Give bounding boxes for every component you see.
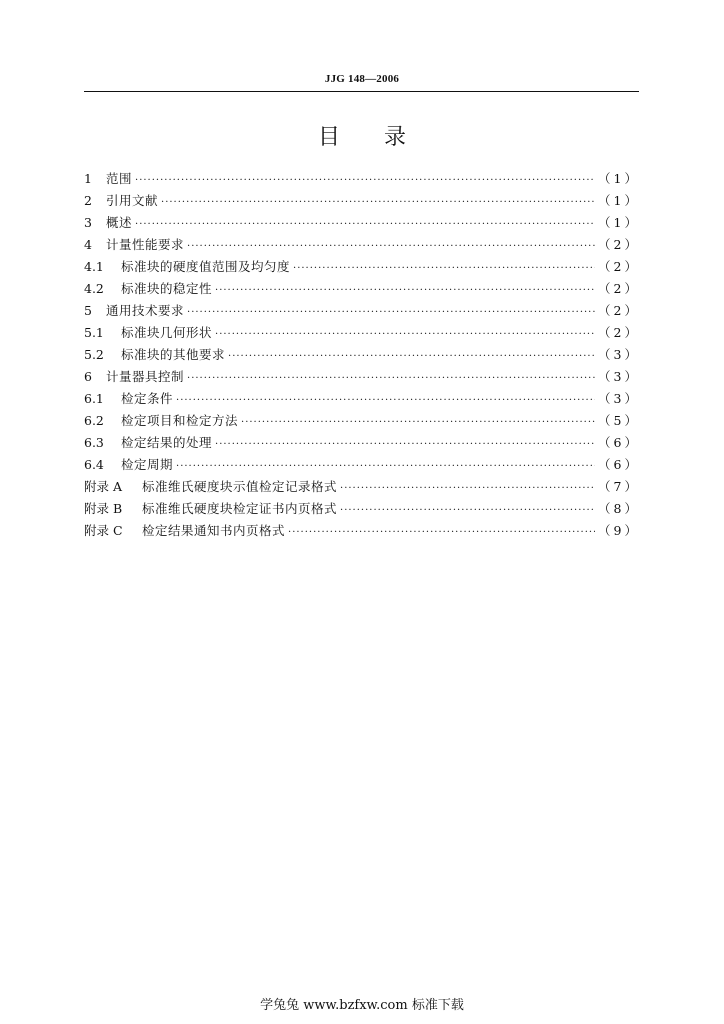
page-title [0, 120, 724, 151]
toc-leader-dots [293, 258, 595, 280]
toc-leader-dots [187, 302, 595, 324]
toc-entry-page: （1） [598, 215, 640, 230]
toc-leader-dots [161, 192, 595, 214]
toc-entry-number: 6.4 [84, 457, 104, 472]
toc-entry-title: 计量性能要求 [106, 237, 185, 252]
toc-leader-dots [176, 390, 595, 412]
toc-entry-page: （2） [598, 303, 640, 318]
toc-leader-dots [288, 522, 595, 544]
toc-leader-dots [187, 236, 595, 258]
toc-entry-page: （2） [598, 237, 640, 252]
toc-entry-number: 2 [84, 193, 92, 208]
toc-entry-title: 检定周期 [121, 457, 174, 472]
toc-entry[interactable] [84, 366, 640, 388]
toc-entry[interactable] [84, 410, 640, 432]
toc-leader-dots [135, 170, 595, 192]
toc-leader-dots [187, 368, 595, 390]
header-divider [84, 91, 639, 92]
toc-entry[interactable] [84, 498, 640, 520]
toc-entry[interactable] [84, 476, 640, 498]
toc-leader-dots [215, 280, 595, 302]
toc-entry-page: （9） [598, 523, 640, 538]
toc-entry-page: （3） [598, 391, 640, 406]
toc-leader-dots [135, 214, 595, 236]
toc-entry-page: （3） [598, 347, 640, 362]
toc-entry-title: 标准块的硬度值范围及均匀度 [121, 259, 291, 274]
toc-leader-dots [340, 500, 595, 522]
toc-entry-page: （8） [598, 501, 640, 516]
toc-entry-number: 4.2 [84, 281, 104, 296]
toc-entry-title: 标准块的其他要求 [121, 347, 226, 362]
toc-entry-page: （6） [598, 457, 640, 472]
toc-entry-title: 检定条件 [121, 391, 174, 406]
toc-entry-number: 6.2 [84, 413, 104, 428]
toc-entry-page: （2） [598, 325, 640, 340]
toc-entry[interactable] [84, 300, 640, 322]
toc-entry-number: 6 [84, 369, 92, 384]
toc-entry-number: 4.1 [84, 259, 104, 274]
toc-entry-title: 计量器具控制 [106, 369, 185, 384]
toc-entry-page: （7） [598, 479, 640, 494]
toc-entry-page: （5） [598, 413, 640, 428]
toc-entry[interactable] [84, 234, 640, 256]
toc-entry[interactable] [84, 322, 640, 344]
toc-entry-title: 范围 [106, 171, 133, 186]
toc-entry-number: 附录 A [84, 479, 123, 494]
toc-entry-page: （2） [598, 281, 640, 296]
toc-entry-title: 检定项目和检定方法 [121, 413, 239, 428]
toc-entry[interactable] [84, 278, 640, 300]
toc-entry-number: 5 [84, 303, 92, 318]
table-of-contents [84, 168, 640, 542]
toc-entry[interactable] [84, 432, 640, 454]
toc-entry-title: 标准维氏硬度块示值检定记录格式 [142, 479, 338, 494]
toc-entry-number: 4 [84, 237, 92, 252]
toc-entry-number: 6.1 [84, 391, 104, 406]
toc-leader-dots [340, 478, 595, 500]
toc-entry-number: 6.3 [84, 435, 104, 450]
toc-entry[interactable] [84, 168, 640, 190]
toc-entry[interactable] [84, 256, 640, 278]
toc-entry-page: （6） [598, 435, 640, 450]
toc-entry-number: 5.1 [84, 325, 104, 340]
toc-entry-title: 通用技术要求 [106, 303, 185, 318]
toc-leader-dots [215, 434, 595, 456]
title-char-1: 目 [317, 125, 340, 150]
toc-entry-title: 检定结果的处理 [121, 435, 213, 450]
toc-entry-page: （1） [598, 193, 640, 208]
toc-entry[interactable] [84, 190, 640, 212]
toc-entry-page: （3） [598, 369, 640, 384]
toc-leader-dots [215, 324, 595, 346]
toc-entry-title: 标准块的稳定性 [121, 281, 213, 296]
toc-entry-title: 概述 [106, 215, 133, 230]
toc-entry-number: 附录 C [84, 523, 123, 538]
toc-entry-title: 检定结果通知书内页格式 [142, 523, 286, 538]
toc-entry-title: 标准维氏硬度块检定证书内页格式 [142, 501, 338, 516]
toc-entry-title: 引用文献 [106, 193, 159, 208]
toc-entry[interactable] [84, 212, 640, 234]
toc-entry-title: 标准块几何形状 [121, 325, 213, 340]
toc-entry[interactable] [84, 520, 640, 542]
title-char-2: 录 [384, 125, 407, 150]
toc-entry[interactable] [84, 454, 640, 476]
toc-leader-dots [241, 412, 595, 434]
toc-entry[interactable] [84, 344, 640, 366]
toc-leader-dots [176, 456, 595, 478]
footer-watermark: 学兔兔 www.bzfxw.com 标准下载 [260, 998, 464, 1013]
toc-entry-number: 5.2 [84, 347, 104, 362]
toc-entry-page: （2） [598, 259, 640, 274]
toc-entry-number: 1 [84, 171, 92, 186]
toc-entry-number: 附录 B [84, 501, 123, 516]
toc-leader-dots [228, 346, 595, 368]
toc-entry-number: 3 [84, 215, 92, 230]
toc-entry-page: （1） [598, 171, 640, 186]
toc-entry[interactable] [84, 388, 640, 410]
standard-code: JJG 148—2006 [324, 73, 400, 85]
